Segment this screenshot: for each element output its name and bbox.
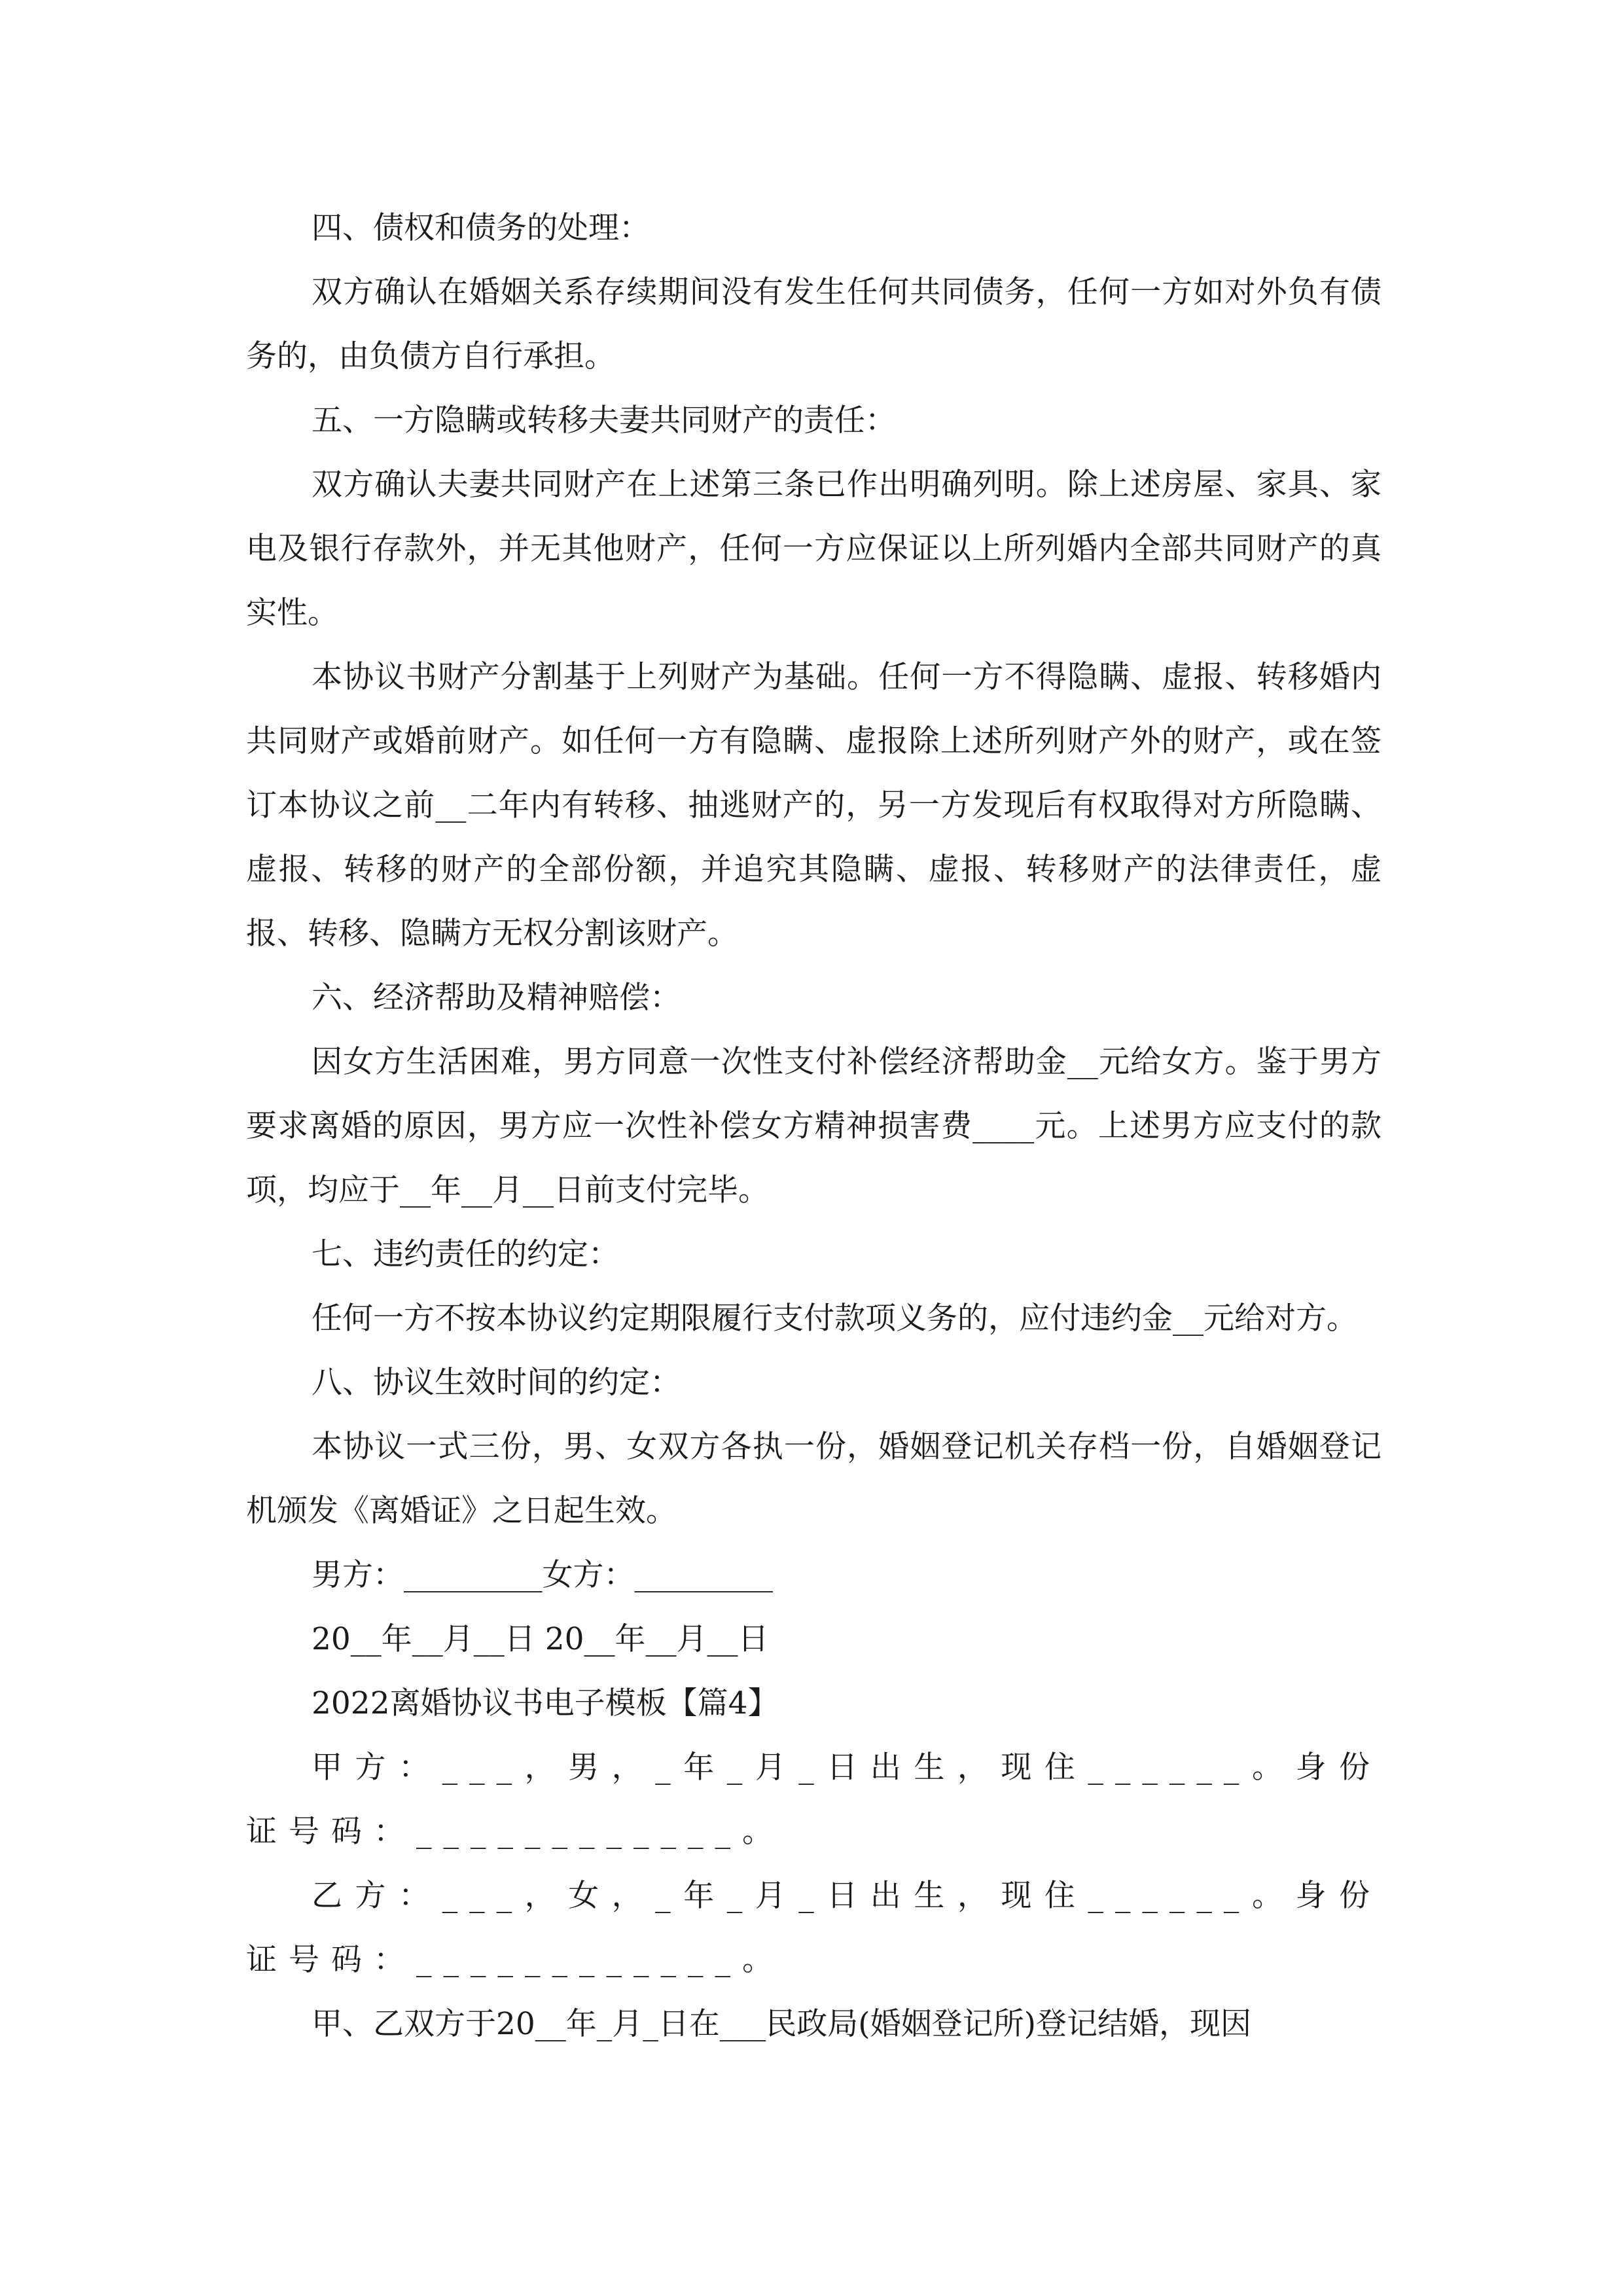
party-b-line: 乙方：___，女，_年_月_日出生，现住______。身份证号码：____________。	[246, 1878, 1382, 1978]
date-line: 20__年__月__日 20__年__月__日	[312, 1621, 769, 1657]
section-6-heading: 六、经济帮助及精神赔偿：	[312, 980, 681, 1016]
template-title: 2022离婚协议书电子模板【篇4】	[312, 1685, 779, 1721]
section-5-body-2: 本协议书财产分割基于上列财产为基础。任何一方不得隐瞒、虚报、转移婚内共同财产或婚前财产。如任何一方有隐瞒、虚报除上述所列财产外的财产，或在签订本协议之前__二年内有转移、抽逃财产的，另一方发现后有权取得对方所隐瞒、虚报、转移的财产的全部份额，并追究其隐瞒、虚报、转移财产的法律责任，虚报、转移、隐瞒方无权分割该财产。	[246, 659, 1382, 952]
section-7-heading: 七、违约责任的约定：	[312, 1236, 619, 1272]
marriage-registration-line: 甲、乙双方于20__年_月_日在___民政局(婚姻登记所)登记结婚，现因	[312, 2006, 1251, 2042]
section-8-heading: 八、协议生效时间的约定：	[312, 1365, 681, 1401]
section-5-heading: 五、一方隐瞒或转移夫妻共同财产的责任：	[312, 403, 896, 439]
signature-line: 男方：_________女方：_________	[312, 1557, 773, 1593]
section-5-body-1: 双方确认夫妻共同财产在上述第三条已作出明确列明。除上述房屋、家具、家电及银行存款外，并无其他财产，任何一方应保证以上所列婚内全部共同财产的真实性。	[246, 467, 1382, 631]
section-8-body: 本协议一式三份，男、女双方各执一份，婚姻登记机关存档一份，自婚姻登记机颁发《离婚证》之日起生效。	[246, 1429, 1382, 1529]
section-4-body: 双方确认在婚姻关系存续期间没有发生任何共同债务，任何一方如对外负有债务的，由负债方自行承担。	[246, 274, 1382, 374]
document-page	[246, 196, 1382, 2056]
section-4-heading: 四、债权和债务的处理：	[312, 210, 650, 246]
party-a-line: 甲方：___，男，_年_月_日出生，现住______。身份证号码：____________。	[246, 1749, 1382, 1850]
section-7-body: 任何一方不按本协议约定期限履行支付款项义务的，应付违约金__元给对方。	[312, 1300, 1357, 1336]
section-6-body: 因女方生活困难，男方同意一次性支付补偿经济帮助金__元给女方。鉴于男方要求离婚的原因，男方应一次性补偿女方精神损害费____元。上述男方应支付的款项，均应于__年__月__日前支付完毕。	[246, 1044, 1382, 1208]
